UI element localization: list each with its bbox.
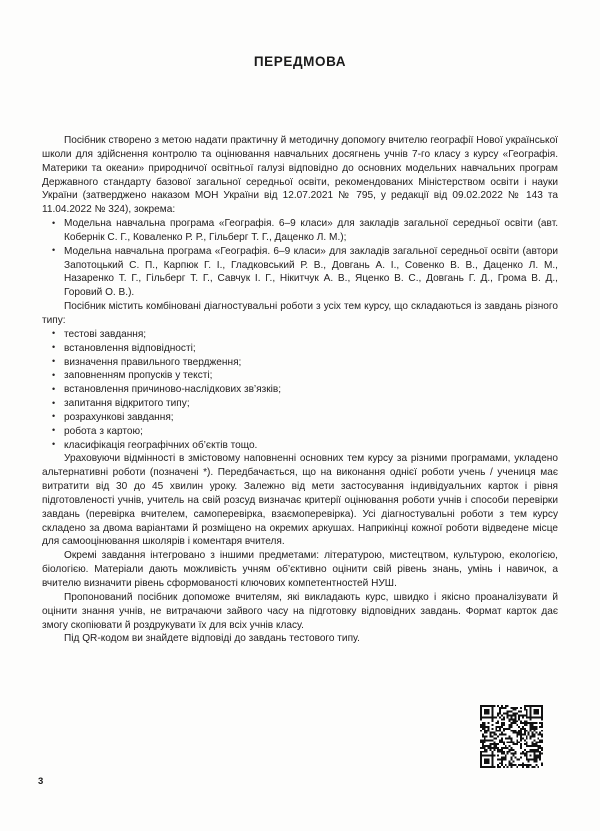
list-item: • Модельна навчальна програма «Географія. 6–9 класи» для закладів загальної середньої освіти (авт. Кобернік С. Г., Коваленко Р. Р., Гільберг Т. Г., Даценко Л. М.); bbox=[42, 217, 558, 245]
list-item: • запитання відкритого типу; bbox=[42, 397, 558, 411]
paragraph-benefits: Пропонований посібник допоможе вчителям, які викладають курс, швидко і якісно проаналізувати й оцінити знання учнів, не витрачаючи зайвого часу на підготовку відповідних завдань. Формат карток дає змогу скопіювати й роздрукувати їх для всіх учнів класу. bbox=[42, 591, 558, 631]
paragraph-intro: Посібник створено з метою надати практичну й методичну допомогу вчителю географії Нової української школи для здійснення контролю та оцінювання навчальних досягнень учнів 7-го класу з курсу «Географія. Материки та океани» природничої освітньої галузі відповідно до основних модельних навчальних програм Державного стандарту базової загальної середньої освіти, рекомендованих Міністерством освіти і науки України (затверджено наказом МОН України від 12.07.2021 № 795, у редакції від 09.02.2022 № 143 та 11.04.2022 № 324), зокрема: bbox=[42, 135, 558, 216]
list-item: • тестові завдання; bbox=[42, 328, 558, 342]
list-item: • встановлення причиново-наслідкових зв’язків; bbox=[42, 383, 558, 397]
paragraph-task-types-intro: Посібник містить комбіновані діагностувальні роботи з усіх тем курсу, що складаються із завдань різного типу: bbox=[42, 301, 558, 326]
document-body bbox=[42, 134, 558, 646]
list-item: • визначення правильного твердження; bbox=[42, 356, 558, 370]
list-item: • розрахункові завдання; bbox=[42, 411, 558, 425]
programs-list bbox=[42, 217, 558, 300]
list-item: • встановлення відповідності; bbox=[42, 342, 558, 356]
paragraph-qr-note: Під QR-кодом ви знайдете відповіді до завдань тестового типу. bbox=[64, 633, 360, 645]
page-number: 3 bbox=[38, 776, 44, 787]
list-item: • заповненням пропусків у тексті; bbox=[42, 369, 558, 383]
qr-code-icon[interactable] bbox=[480, 705, 543, 768]
list-item: • Модельна навчальна програма «Географія. 6–9 класи» для закладів загальної середньої освіти (автори Запотоцький С. П., Карпюк Г. І., Гладковський Р. В., Довгань А. І., Совенко В. В., Даценко Л. М., Назаренко Т. Г., Гільберг Т. Г., Савчук І. Г., Нікитчук А. В., Яценко В. С., Довгань Г. Д., Грома В. Д., Горовий О. В.). bbox=[42, 245, 558, 300]
page-title: ПЕРЕДМОВА bbox=[253, 54, 347, 69]
paragraph-alternative-works: Ураховуючи відмінності в змістовому наповненні основних тем курсу за різними програмами, укладено альтернативні роботи (позначені *). Передбачається, що на виконання однієї роботи учень / учениця має витратити від 30 до 45 хвилин уроку. Залежно від мети застосування індивідуальних карток і рівня підготовленості учнів, учитель на свій розсуд визначає критерії оцінювання роботи учнів і способи перевірки завдань (перевірка вчителем, самоперевірка, взаємоперевірка). Усі діагностувальні роботи з тем курсу складено за двома варіантами й розміщено на окремих аркушах. Наприкінці кожної роботи відведене місце для самооцінювання школярів і коментаря вчителя. bbox=[42, 453, 558, 548]
task-types-list bbox=[42, 328, 558, 453]
list-item: • робота з картою; bbox=[42, 425, 558, 439]
paragraph-integration: Окремі завдання інтегровано з іншими предметами: літературою, мистецтвом, культурою, екологією, біологією. Матеріали дають можливість учням об’єктивно оцінити свій рівень знань, умінь і навичок, а вчителю визначити рівень сформованості ключових компетентностей НУШ. bbox=[42, 550, 558, 589]
list-item: • класифікація географічних об’єктів тощо. bbox=[42, 439, 558, 453]
